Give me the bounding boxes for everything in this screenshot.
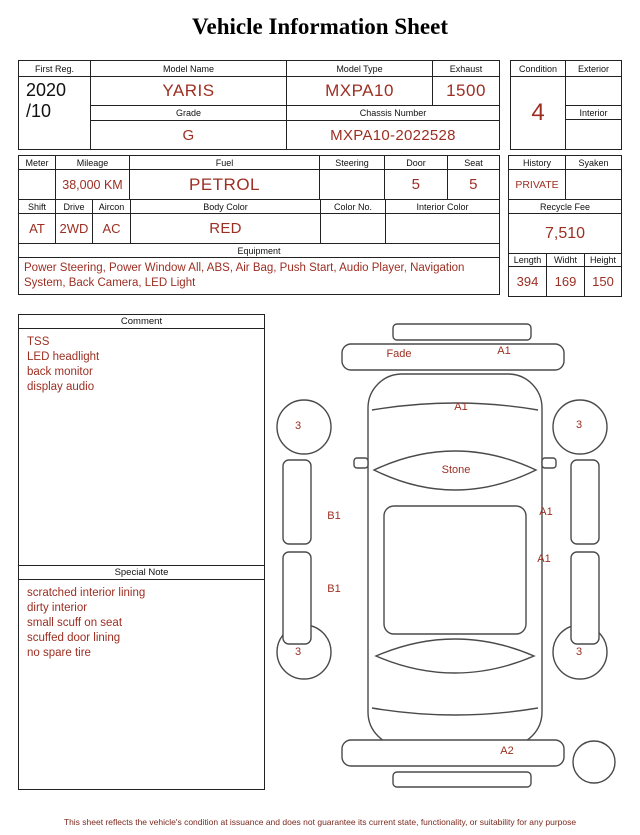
- meter-value: [19, 170, 56, 200]
- text-line: scratched interior lining: [27, 587, 146, 599]
- recycle-fee-label: Recycle Fee: [509, 200, 621, 214]
- shift-value: AT: [19, 214, 56, 244]
- first-reg-value: [19, 77, 91, 149]
- mileage-value: 38,000 KM: [56, 170, 130, 200]
- door-value: 5: [385, 170, 448, 200]
- width-label: Widht: [547, 254, 585, 267]
- color-no-value: [321, 214, 386, 244]
- body-color-value: RED: [131, 214, 321, 244]
- damage-mark-3: 3: [575, 419, 583, 431]
- text-line: display audio: [27, 380, 95, 393]
- length-label: Length: [509, 254, 547, 267]
- exterior-label: Exterior: [566, 61, 621, 77]
- equipment-label: Equipment: [19, 244, 499, 258]
- page-title: Vehicle Information Sheet: [192, 14, 448, 39]
- seat-value: 5: [448, 170, 499, 200]
- first-reg-month: /10: [26, 101, 52, 122]
- steering-value: [320, 170, 385, 200]
- damage-mark-a1: A1: [497, 345, 511, 357]
- model-name-label: Model Name: [91, 61, 287, 77]
- aircon-label: Aircon: [93, 200, 131, 214]
- damage-mark-a1: A1: [539, 506, 553, 518]
- condition-label: Condition: [511, 61, 566, 77]
- interior-color-label: Interior Color: [386, 200, 499, 214]
- interior-grade-box: [566, 120, 621, 149]
- text-line: LED headlight: [27, 350, 100, 363]
- model-type-label: Model Type: [287, 61, 433, 77]
- drive-label: Drive: [56, 200, 93, 214]
- equipment-value: Power Steering, Power Window All, ABS, Air Bag, Push Start, Audio Player, Navigation System, Back Camera, LED Light: [24, 262, 465, 289]
- condition-table: [510, 60, 622, 150]
- damage-mark-b1: B1: [327, 510, 341, 522]
- syaken-value: [566, 170, 621, 200]
- special-note-content: [19, 580, 264, 667]
- text-line: dirty interior: [27, 601, 88, 614]
- recycle-fee-value: 7,510: [509, 214, 621, 254]
- exhaust-value: 1500: [433, 77, 499, 106]
- damage-mark-b1: B1: [327, 583, 341, 595]
- damage-mark-a1: A1: [537, 553, 551, 565]
- vehicle-diagram: [268, 310, 640, 804]
- damage-mark-fade: Fade: [386, 348, 412, 360]
- damage-mark-a1: A1: [454, 401, 468, 413]
- text-line: scuffed door lining: [27, 631, 121, 644]
- exhaust-label: Exhaust: [433, 61, 499, 77]
- syaken-label: Syaken: [566, 156, 621, 170]
- comment-box: [18, 314, 265, 566]
- comment-label: Comment: [19, 315, 264, 329]
- model-name-value: YARIS: [91, 77, 287, 106]
- damage-mark-3: 3: [575, 646, 583, 658]
- interior-color-value: [386, 214, 499, 244]
- mileage-label: Mileage: [56, 156, 130, 170]
- history-value: PRIVATE: [509, 170, 566, 200]
- steering-label: Steering: [320, 156, 385, 170]
- meter-label: Meter: [19, 156, 56, 170]
- text-line: TSS: [27, 336, 50, 348]
- history-label: History: [509, 156, 566, 170]
- seat-label: Seat: [448, 156, 499, 170]
- grade-label: Grade: [91, 106, 287, 121]
- history-table: [508, 155, 622, 297]
- first-reg-year: 2020: [26, 80, 67, 100]
- height-value: 150: [592, 274, 614, 289]
- text-line: back monitor: [27, 365, 93, 378]
- text-line: small scuff on seat: [27, 616, 123, 629]
- length-value: 394: [509, 267, 547, 296]
- disclaimer: This sheet reflects the vehicle's condition at issuance and does not guarantee its current state, functionality, or suitability for any purpose: [63, 817, 577, 827]
- width-value: 169: [547, 267, 585, 296]
- body-color-label: Body Color: [131, 200, 321, 214]
- chassis-number-label: Chassis Number: [287, 106, 499, 121]
- damage-marks: [268, 310, 640, 804]
- fuel-label: Fuel: [130, 156, 320, 170]
- comment-content: [19, 329, 264, 401]
- drive-value: 2WD: [56, 214, 93, 244]
- registration-table: [18, 60, 500, 150]
- damage-mark-stone: Stone: [441, 464, 471, 476]
- exterior-grade-box: [566, 77, 621, 106]
- model-type-value: MXPA10: [287, 77, 433, 106]
- fuel-value: PETROL: [130, 170, 320, 200]
- interior-label: Interior: [566, 106, 621, 120]
- first-reg-label: First Reg.: [19, 61, 91, 77]
- color-no-label: Color No.: [321, 200, 386, 214]
- details-table: [18, 155, 500, 295]
- special-note-label: Special Note: [19, 566, 264, 580]
- condition-value: 4: [511, 77, 566, 149]
- grade-value: G: [91, 121, 287, 149]
- height-label: Height: [585, 254, 621, 267]
- damage-mark-3: 3: [294, 646, 302, 658]
- chassis-number-value: MXPA10-2022528: [330, 126, 456, 144]
- damage-mark-3: 3: [294, 420, 302, 432]
- damage-mark-a2: A2: [500, 745, 514, 757]
- text-line: no spare tire: [27, 646, 91, 659]
- door-label: Door: [385, 156, 448, 170]
- shift-label: Shift: [19, 200, 56, 214]
- special-note-box: [18, 565, 265, 790]
- aircon-value: AC: [93, 214, 131, 244]
